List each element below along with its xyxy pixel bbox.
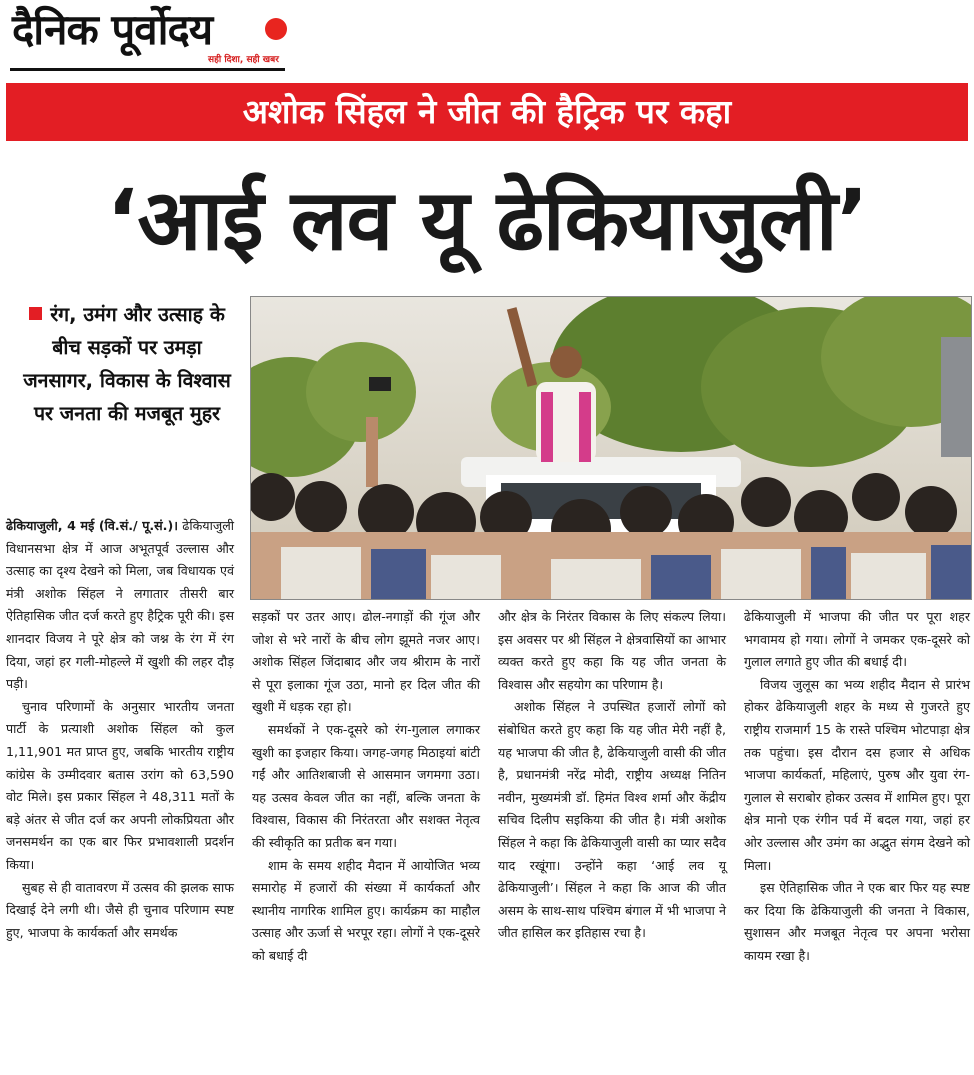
article-paragraph: ढेकियाजुली में भाजपा की जीत पर पूरा शहर भगवामय हो गया। लोगों ने जमकर एक-दूसरे को गुलाल लगाते हुए जीत की बधाई दी। [744, 609, 970, 670]
kicker-text: अशोक सिंहल ने जीत की हैट्रिक पर कहा [242, 92, 732, 131]
deck [16, 298, 238, 430]
masthead-rule [10, 68, 285, 71]
headline: ‘आई लव यू ढेकियाजुली’ [106, 171, 868, 269]
article-column-2 [252, 606, 480, 968]
article-paragraph: अशोक सिंहल ने उपस्थित हजारों लोगों को संबोधित करते हुए कहा कि यह जीत मेरी नहीं है, यह भाजपा की जीत है, ढेकियाजुली वासी की जीत है, प्रधानमंत्री नरेंद्र मोदी, राष्ट्रीय अध्यक्ष नितिन नवीन, मुख्यमंत्री डॉ. हिमंत विश्व शर्मा और केंद्रीय सचिव दिलीप सइकिया की जीत है। मंत्री अशोक सिंहल ने कहा कि ढेकियाजुली वासी का प्यार सदैव याद रखूंगा। उन्होंने कहा ‘आई लव यू ढेकियाजुली’। सिंहल ने कहा कि आज की जीत असम के साथ-साथ पश्चिम बंगाल में भी भाजपा ने जीत हासिल कर इतिहास रचा है। [498, 699, 726, 941]
deck-text: रंग, उमंग और उत्साह के बीच सड़कों पर उमड़ा जनसागर, विकास के विश्वास पर जनता की मजबूत मुहर [23, 303, 231, 425]
article-paragraph [6, 515, 234, 696]
article-paragraph: सड़कों पर उतर आए। ढोल-नगाड़ों की गूंज और जोश से भरे नारों के बीच लोग झूमते नजर आए। अशोक सिंहल जिंदाबाद और जय श्रीराम के नारों से पूरा इलाका गूंज उठा, मानो हर दिल जीत की खुशी में धड़क रहा हो। [252, 609, 480, 715]
victory-rally-photo [251, 297, 971, 599]
newspaper-tagline: सही दिशा, सही खबर [208, 55, 279, 65]
masthead [10, 4, 290, 74]
article-column-3 [498, 606, 726, 945]
red-square-bullet-icon [29, 307, 42, 320]
article-column-4 [744, 606, 970, 968]
article-paragraph: शाम के समय शहीद मैदान में आयोजित भव्य समारोह में हजारों की संख्या में कार्यकर्ता और स्थानीय नागरिक शामिल हुए। कार्यक्रम का माहौल उत्साह और ऊर्जा से भरपूर रहा। लोगों ने एक-दूसरे को बधाई दी [252, 857, 480, 963]
article-paragraph: इस ऐतिहासिक जीत ने एक बार फिर यह स्पष्ट कर दिया कि ढेकियाजुली की जनता ने विकास, सुशासन और मजबूत नेतृत्व पर अपना भरोसा कायम रखा है। [744, 880, 970, 963]
article-paragraph: चुनाव परिणामों के अनुसार भारतीय जनता पार्टी के प्रत्याशी अशोक सिंहल को कुल 1,11,901 मत प्राप्त हुए, जबकि भारतीय राष्ट्रीय कांग्रेस के उम्मीदवार बतास उरांग को 63,590 वोट मिले। इस प्रकार सिंहल ने 48,311 मतों के बड़े अंतर से जीत दर्ज कर अपनी लोकप्रियता और जनसमर्थन का एक बार फिर प्रभावशाली प्रदर्शन किया। [6, 698, 234, 872]
news-photo [250, 296, 972, 600]
article-paragraph: विजय जुलूस का भव्य शहीद मैदान से प्रारंभ होकर ढेकियाजुली शहर के मध्य से गुजरते हुए राष्ट्रीय राजमार्ग 15 के रास्ते पश्चिम भोटपाड़ा क्षेत्र तक पहुंचा। इस दौरान दस हजार से अधिक भाजपा कार्यकर्ता, महिलाएं, पुरुष और युवा रंग-गुलाल से सराबोर होकर उत्सव में शामिल हुए। पूरा क्षेत्र मानो एक रंगीन पर्व में बदल गया, जहां हर ओर उल्लास और उमंग का अद्भुत संगम देखने को मिला। [744, 676, 970, 873]
kicker-banner [6, 83, 968, 141]
newspaper-name: दैनिक पूर्वोदय [12, 5, 213, 54]
article-paragraph: समर्थकों ने एक-दूसरे को रंग-गुलाल लगाकर खुशी का इजहार किया। जगह-जगह मिठाइयां बांटी गईं और आतिशबाजी से आसमान जगमगा उठा। यह उत्सव केवल जीत का नहीं, बल्कि जनता के विश्वास, विकास की निरंतरता और सशक्त नेतृत्व की स्वीकृति का प्रतीक बन गया। [252, 721, 480, 850]
article-paragraph: सुबह से ही वातावरण में उत्सव की झलक साफ दिखाई देने लगी थी। जैसे ही चुनाव परिणाम स्पष्ट हुए, भाजपा के कार्यकर्ता और समर्थक [6, 879, 234, 940]
masthead-logo-dot-icon [265, 18, 287, 40]
paragraph-text: ढेकियाजुली विधानसभा क्षेत्र में आज अभूतपूर्व उल्लास और उत्साह का दृश्य देखने को मिला, जब विधायक एवं मंत्री अशोक सिंहल ने लगातार तीसरी बार ऐतिहासिक जीत दर्ज करते हुए हैट्रिक पूरी की। इस शानदार विजय ने पूरे क्षेत्र को जश्न के रंग में रंग दिया, जहां हर गली-मोहल्ले में खुशी की लहर दौड़ पड़ी। [6, 518, 235, 692]
dateline: ढेकियाजुली, 4 मई (वि.सं./ पू.सं.)। [6, 518, 178, 533]
article-paragraph: और क्षेत्र के निरंतर विकास के लिए संकल्प लिया। इस अवसर पर श्री सिंहल ने क्षेत्रवासियों का आभार व्यक्त करते हुए कहा कि यह जीत जनता के विश्वास और सहयोग का परिणाम है। [498, 609, 726, 692]
article-column-1 [6, 515, 234, 944]
